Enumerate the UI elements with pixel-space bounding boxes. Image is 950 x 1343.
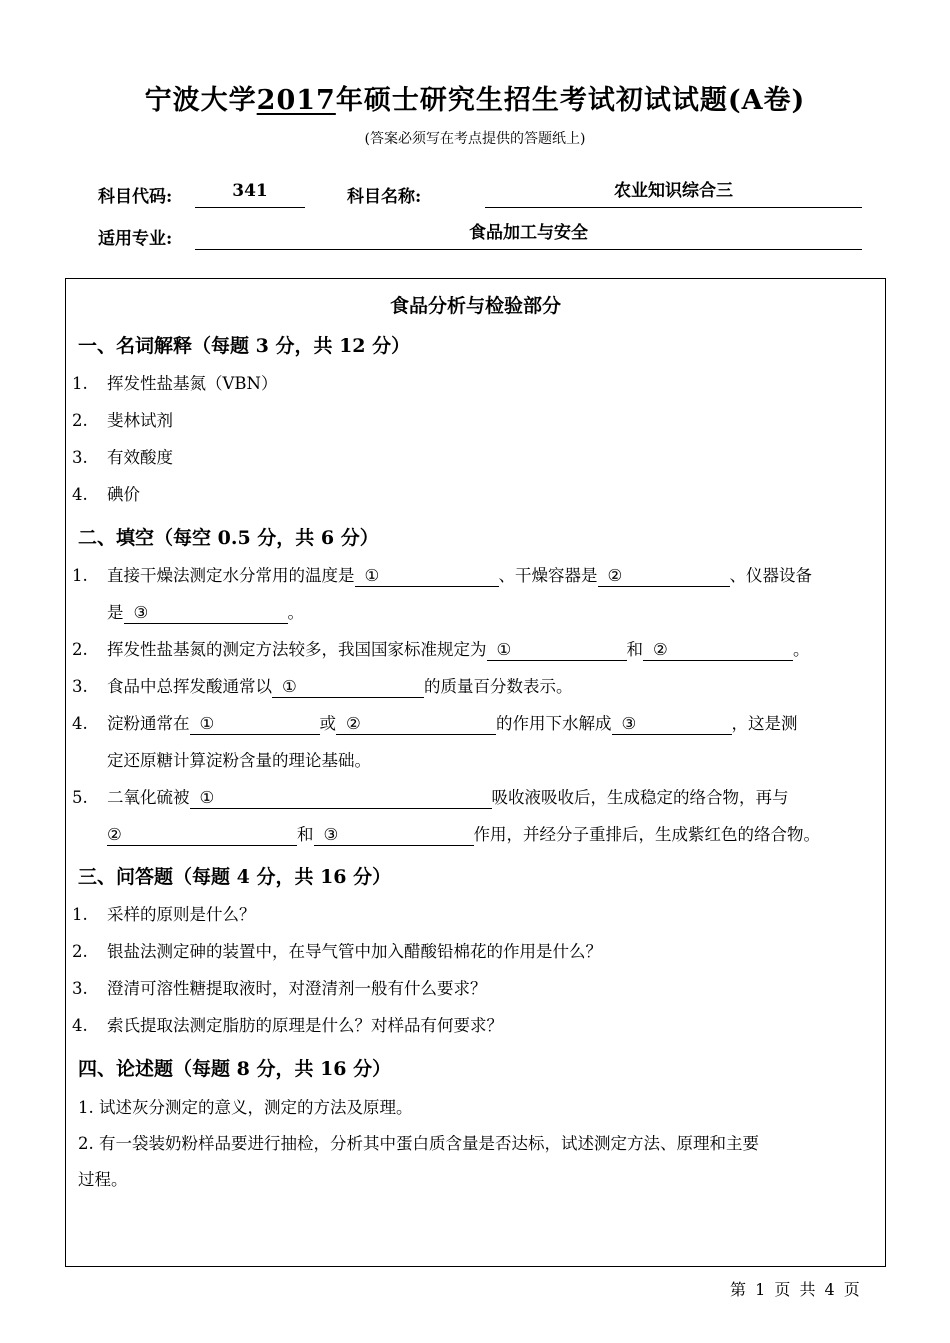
major-row [0, 220, 950, 260]
blank-2: ② [598, 565, 730, 587]
blank-2: ② [107, 824, 297, 846]
blank-2: ② [336, 713, 496, 735]
blank-2: ② [643, 639, 793, 661]
subject-name-value: 农业知识综合三 [485, 178, 862, 208]
essay-question-2-cont: 过程。 [78, 1170, 128, 1189]
title-suffix: 年硕士研究生招生考试初试试题(A卷) [335, 85, 806, 116]
exam-title [0, 78, 950, 117]
major-value: 食品加工与安全 [195, 220, 862, 250]
blank-1: ① [487, 639, 627, 661]
subject-code-label: 科目代码: [98, 187, 173, 207]
page-number: 第 1 页 共 4 页 [730, 1280, 860, 1299]
subject-row [0, 178, 950, 218]
blank-1: ① [190, 787, 492, 809]
essay-question-1: 1. 试述灰分测定的意义，测定的方法及原理。 [78, 1098, 413, 1117]
question-box: 食品分析与检验部分 一、名词解释（每题 3 分，共 12 分） 1. 挥发性盐基氮（VBN） 2. 斐林试剂 3. 有效酸度 4. 碘价 二、填空（每空 0.5 分，共 6 分） 1. 直接干燥法测定水分常用的温度是 ① 、干燥容器是 ② 、仪器设备 是 ③ 。 2. 挥发性盐基氮的测定方法较多，我国国家标准规定为 ① 和 ② 。 3. 食品中总挥发酸通常以 ① 的质量百分数表示。 4. 淀粉通常在 ① 或 ② 的作用下水解成 ③ ，这是测 定还原糖计算淀粉含量的理论基础。 5. 二氧化硫被 ① 吸收液吸收后，生成稳定的络合物，再与 ② 和 ③ 作用，并经分子重排后，生成紫红色的络合物。 三、问答题（每题 4 分，共 16 分） 1. 采样的原则是什么？ 2. 银盐法测定砷的装置中，在导气管中加入醋酸铅棉花的作用是什么？ 3. 澄清可溶性糖提取液时，对澄清剂一般有什么要求？ 4. 索氏提取法测定脂肪的原理是什么？对样品有何要求？ 四、论述题（每题 8 分，共 16 分） 1. 试述灰分测定的意义，测定的方法及原理。 2. 有一袋装奶粉样品要进行抽检，分析其中蛋白质含量是否达标，试述测定方法、原理和主要 过程。 [65, 278, 886, 1267]
blank-1: ① [355, 565, 499, 587]
fill-question-4: 4. 淀粉通常在 ① 或 ② 的作用下水解成 ③ ，这是测 定还原糖计算淀粉含量的理论基础。 [72, 714, 798, 770]
subject-name-label: 科目名称: [347, 187, 422, 207]
section-title: 食品分析与检验部分 [389, 295, 561, 317]
part2-heading: 二、填空（每空 0.5 分，共 6 分） [78, 527, 379, 549]
blank-3: ③ [124, 602, 288, 624]
answer-note: (答案必须写在考点提供的答题纸上) [364, 131, 586, 147]
fill-question-1: 1. 直接干燥法测定水分常用的温度是 ① 、干燥容器是 ② 、仪器设备 是 ③ 。 [72, 566, 812, 622]
blank-3: ③ [314, 824, 474, 846]
blank-1: ① [190, 713, 320, 735]
part4-heading: 四、论述题（每题 8 分，共 16 分） [78, 1058, 392, 1080]
major-label: 适用专业: [98, 229, 173, 249]
essay-question-2: 2. 有一袋装奶粉样品要进行抽检，分析其中蛋白质含量是否达标，试述测定方法、原理和主要 [78, 1134, 759, 1153]
blank-1: ① [272, 676, 424, 698]
part3-heading: 三、问答题（每题 4 分，共 16 分） [78, 866, 392, 888]
subject-code-value: 341 [195, 178, 305, 208]
fill-question-5: 5. 二氧化硫被 ① 吸收液吸收后，生成稳定的络合物，再与 ② 和 ③ 作用，并经分子重排后，生成紫红色的络合物。 [72, 788, 820, 844]
title-year: 2017 [256, 85, 336, 116]
part1-heading: 一、名词解释（每题 3 分，共 12 分） [78, 335, 411, 357]
blank-3: ③ [612, 713, 732, 735]
title-prefix: 宁波大学 [144, 85, 257, 116]
